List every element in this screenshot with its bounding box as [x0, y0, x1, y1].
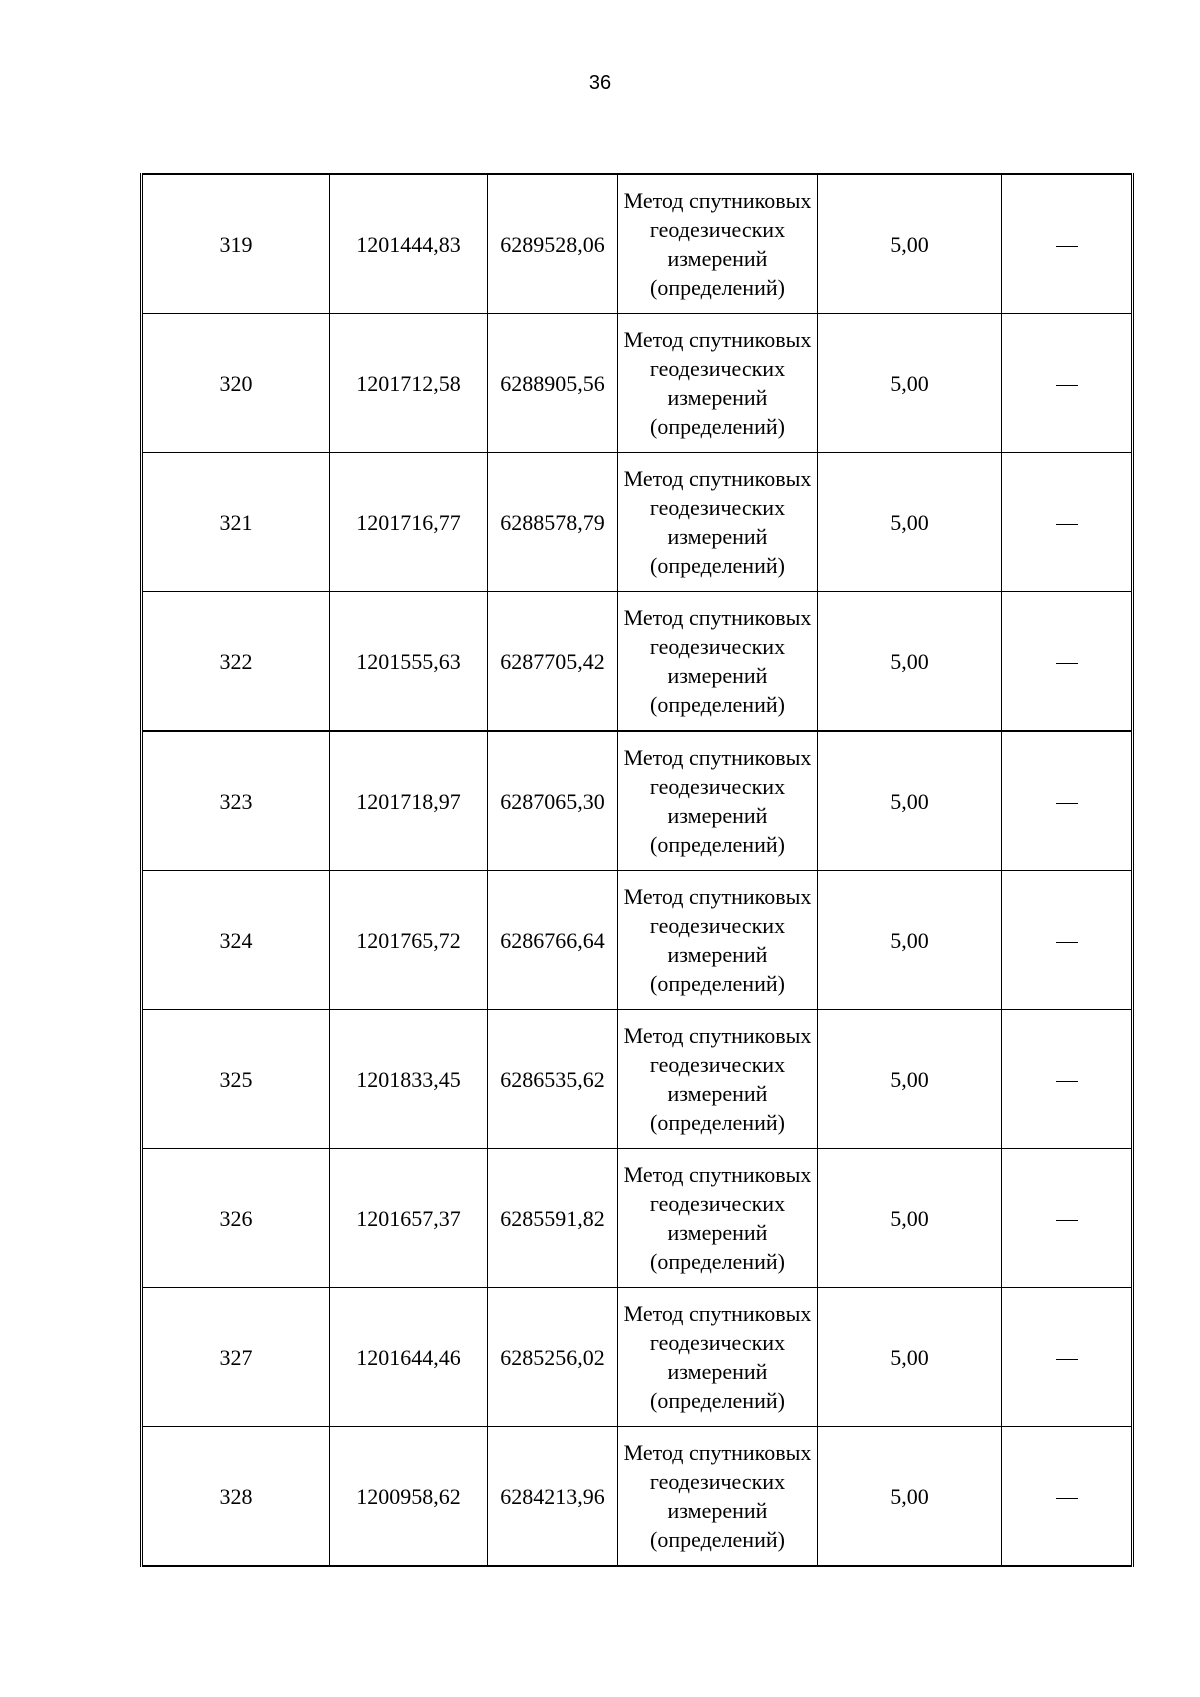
note-cell — [1002, 731, 1133, 871]
y-coordinate-cell: 6284213,96 — [488, 1427, 618, 1567]
coordinates-table-container — [140, 173, 1131, 1567]
y-coordinate-cell: 6287065,30 — [488, 731, 618, 871]
y-coordinate-cell: 6289528,06 — [488, 174, 618, 314]
point-number-cell: 325 — [142, 1010, 330, 1149]
note-cell — [1002, 1427, 1133, 1567]
point-number-cell: 321 — [142, 453, 330, 592]
y-coordinate-cell: 6288905,56 — [488, 314, 618, 453]
point-number-cell: 327 — [142, 1288, 330, 1427]
y-coordinate-cell: 6286766,64 — [488, 871, 618, 1010]
x-coordinate-cell: 1201644,46 — [330, 1288, 488, 1427]
dash-mark — [1056, 1498, 1078, 1499]
dash-mark — [1056, 663, 1078, 664]
accuracy-cell: 5,00 — [818, 871, 1002, 1010]
note-cell — [1002, 453, 1133, 592]
coordinates-table — [140, 173, 1134, 1567]
method-cell — [618, 1427, 818, 1567]
accuracy-cell: 5,00 — [818, 1288, 1002, 1427]
y-coordinate-cell: 6285256,02 — [488, 1288, 618, 1427]
point-number-cell: 319 — [142, 174, 330, 314]
method-cell — [618, 592, 818, 732]
table-row — [142, 314, 1133, 453]
method-text: Метод спутниковых геодезических измерений (определений) — [623, 745, 812, 857]
x-coordinate-cell: 1201833,45 — [330, 1010, 488, 1149]
y-coordinate-cell: 6286535,62 — [488, 1010, 618, 1149]
x-coordinate-cell: 1201716,77 — [330, 453, 488, 592]
table-row — [142, 1010, 1133, 1149]
dash-mark — [1056, 942, 1078, 943]
note-cell — [1002, 314, 1133, 453]
dash-mark — [1056, 524, 1078, 525]
point-number-cell: 328 — [142, 1427, 330, 1567]
method-text: Метод спутниковых геодезических измерений (определений) — [623, 327, 812, 439]
accuracy-cell: 5,00 — [818, 1427, 1002, 1567]
point-number-cell: 320 — [142, 314, 330, 453]
method-text: Метод спутниковых геодезических измерений (определений) — [623, 188, 812, 300]
method-text: Метод спутниковых геодезических измерений (определений) — [623, 605, 812, 717]
dash-mark — [1056, 385, 1078, 386]
method-text: Метод спутниковых геодезических измерений (определений) — [623, 1023, 812, 1135]
method-cell — [618, 174, 818, 314]
method-text: Метод спутниковых геодезических измерений (определений) — [623, 466, 812, 578]
table-row — [142, 453, 1133, 592]
x-coordinate-cell: 1201718,97 — [330, 731, 488, 871]
method-cell — [618, 871, 818, 1010]
method-cell — [618, 1010, 818, 1149]
y-coordinate-cell: 6285591,82 — [488, 1149, 618, 1288]
x-coordinate-cell: 1201657,37 — [330, 1149, 488, 1288]
accuracy-cell: 5,00 — [818, 174, 1002, 314]
x-coordinate-cell: 1201444,83 — [330, 174, 488, 314]
note-cell — [1002, 871, 1133, 1010]
note-cell — [1002, 1149, 1133, 1288]
table-row — [142, 871, 1133, 1010]
accuracy-cell: 5,00 — [818, 592, 1002, 732]
page-number: 36 — [588, 72, 612, 94]
point-number-cell: 326 — [142, 1149, 330, 1288]
method-cell — [618, 1149, 818, 1288]
table-row — [142, 1288, 1133, 1427]
accuracy-cell: 5,00 — [818, 314, 1002, 453]
point-number-cell: 324 — [142, 871, 330, 1010]
x-coordinate-cell: 1201555,63 — [330, 592, 488, 732]
table-row — [142, 1427, 1133, 1567]
note-cell — [1002, 174, 1133, 314]
method-text: Метод спутниковых геодезических измерений (определений) — [623, 1440, 812, 1552]
method-cell — [618, 731, 818, 871]
table-row — [142, 174, 1133, 314]
y-coordinate-cell: 6287705,42 — [488, 592, 618, 732]
dash-mark — [1056, 1220, 1078, 1221]
dash-mark — [1056, 803, 1078, 804]
y-coordinate-cell: 6288578,79 — [488, 453, 618, 592]
note-cell — [1002, 1010, 1133, 1149]
method-text: Метод спутниковых геодезических измерений (определений) — [623, 884, 812, 996]
dash-mark — [1056, 1359, 1078, 1360]
accuracy-cell: 5,00 — [818, 731, 1002, 871]
method-text: Метод спутниковых геодезических измерений (определений) — [623, 1301, 812, 1413]
dash-mark — [1056, 246, 1078, 247]
table-row — [142, 1149, 1133, 1288]
note-cell — [1002, 1288, 1133, 1427]
dash-mark — [1056, 1081, 1078, 1082]
accuracy-cell: 5,00 — [818, 1010, 1002, 1149]
x-coordinate-cell: 1201765,72 — [330, 871, 488, 1010]
table-row — [142, 592, 1133, 732]
table-row — [142, 731, 1133, 871]
method-text: Метод спутниковых геодезических измерений (определений) — [623, 1162, 812, 1274]
point-number-cell: 323 — [142, 731, 330, 871]
x-coordinate-cell: 1200958,62 — [330, 1427, 488, 1567]
table-body — [142, 174, 1133, 1566]
method-cell — [618, 453, 818, 592]
point-number-cell: 322 — [142, 592, 330, 732]
method-cell — [618, 1288, 818, 1427]
method-cell — [618, 314, 818, 453]
x-coordinate-cell: 1201712,58 — [330, 314, 488, 453]
accuracy-cell: 5,00 — [818, 1149, 1002, 1288]
accuracy-cell: 5,00 — [818, 453, 1002, 592]
note-cell — [1002, 592, 1133, 732]
